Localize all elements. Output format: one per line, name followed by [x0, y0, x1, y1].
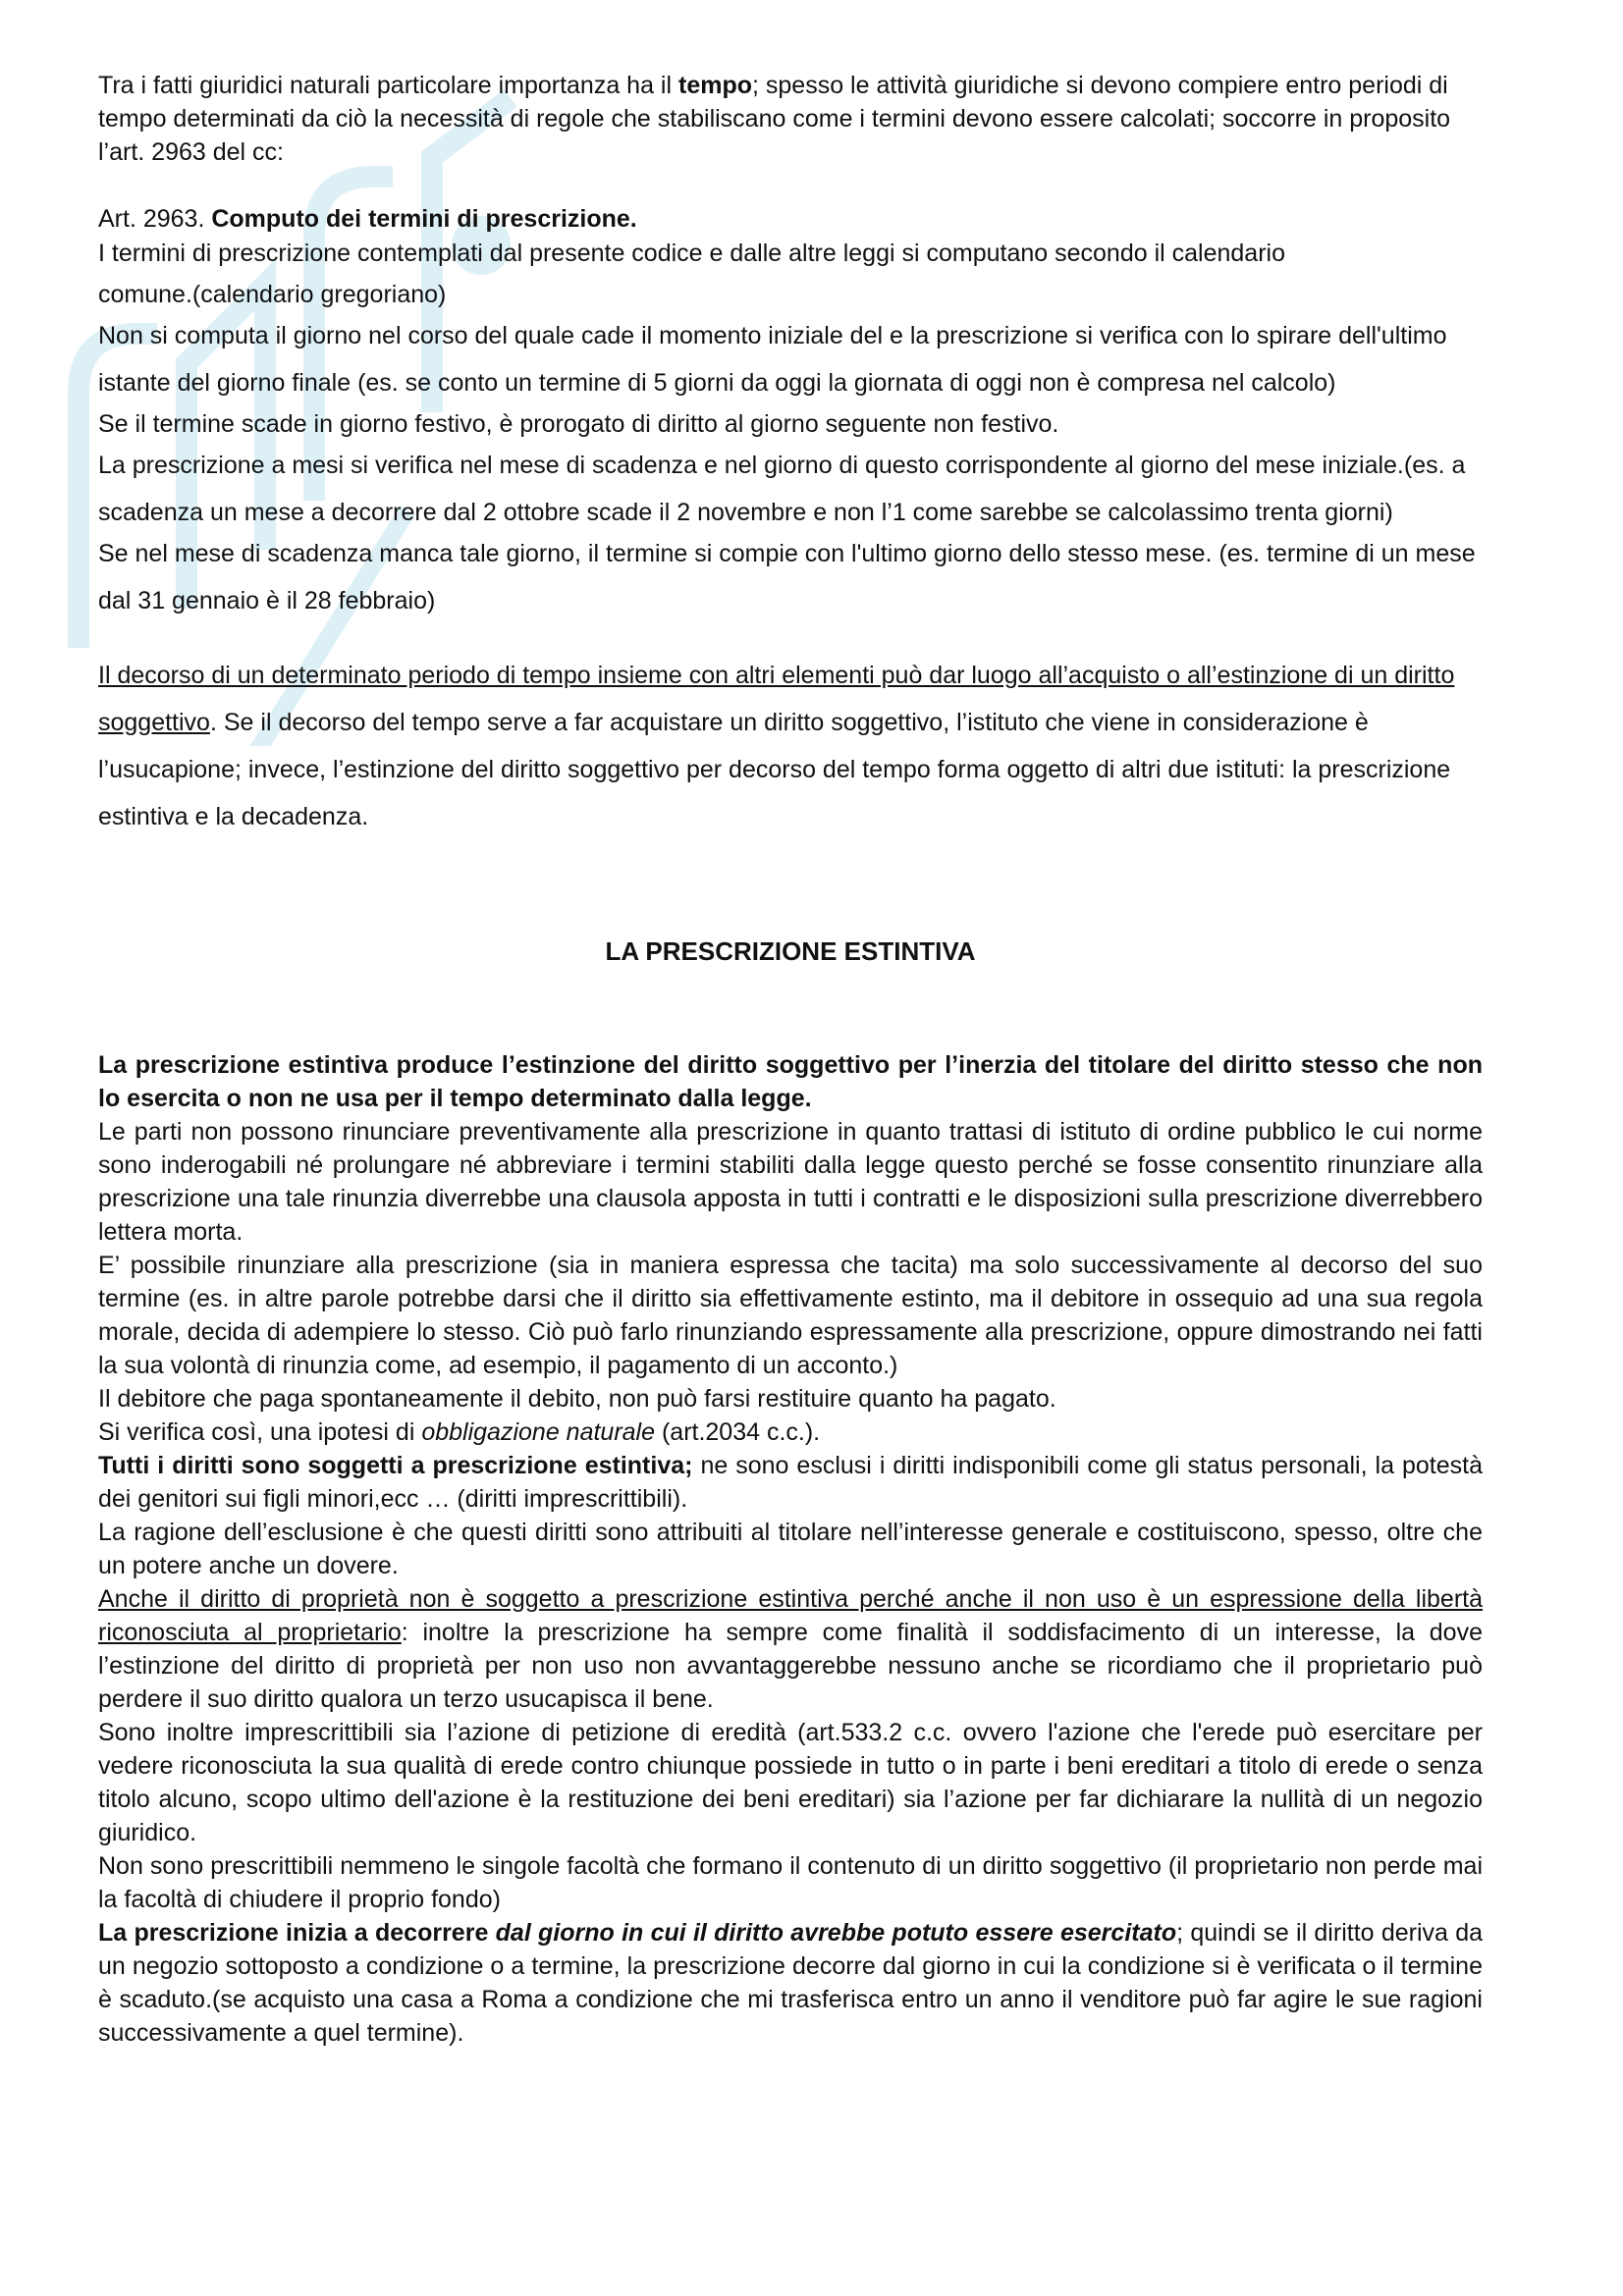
body-paragraph: La ragione dell’esclusione è che questi diritti sono attribuiti al titolare nell’interesse generale e costituiscono, spesso, oltre che un potere anche un dovere. [98, 1519, 1483, 1579]
body-paragraph: Anche il diritto di proprietà non è soggetto a prescrizione estintiva perché anche il non uso è un espressione della libertà riconosciuta al proprietario: inoltre la prescrizione ha sempre come finalità il soddisfacimento di un interesse, la dove l’estinzione del diritto di proprietà per non uso non avvantaggerebbe nessuno anche se ricordiamo che il proprietario può perdere il suo diritto qualora un terzo usucapisca il bene. [98, 1585, 1483, 1713]
body-paragraph: Si verifica così, una ipotesi di obbligazione naturale (art.2034 c.c.). [98, 1418, 821, 1446]
intro-paragraph [98, 69, 1483, 169]
article-line: comune.(calendario gregoriano) [98, 281, 447, 308]
article-line: I termini di prescrizione contemplati dal presente codice e dalle altre leggi si computano secondo il calendario [98, 240, 1285, 267]
article-line: La prescrizione a mesi si verifica nel mese di scadenza e nel giorno di questo corrispondente al giorno del mese iniziale.(es. a scadenza un mese a decorrere dal 2 ottobre scade il 2 novembre e non l’1 come sarebbe se calcolassimo trenta giorni) [98, 452, 1466, 526]
section-heading: LA PRESCRIZIONE ESTINTIVA [605, 936, 976, 966]
body-paragraph: La prescrizione inizia a decorrere dal giorno in cui il diritto avrebbe potuto essere esercitato; quindi se il diritto deriva da un negozio sottoposto a condizione o a termine, la prescrizione decorre dal giorno in cui la condizione si è verificata o il termine è scaduto.(se acquisto una casa a Roma a condizione che mi trasferisca entro un anno il venditore può far agire le sue ragioni successivamente a quel termine). [98, 1919, 1484, 2047]
prescrizione-section [98, 1048, 1483, 2050]
body-paragraph: E’ possibile rinunziare alla prescrizione (sia in maniera espressa che tacita) ma solo successivamente al decorso del suo termine (es. in altre parole potrebbe darsi che il diritto sia effettivamente estinto, ma il debitore in ossequio ad una sua regola morale, decida di adempiere lo stesso. Ciò può farlo rinunziando espressamente alla prescrizione, oppure dimostrando nei fatti la sua volontà di rinunzia come, ad esempio, il pagamento di un acconto.) [98, 1252, 1483, 1379]
article-section [98, 202, 1483, 624]
body-paragraph: Non sono prescrittibili nemmeno le singole facoltà che formano il contenuto di un diritto soggettivo (il proprietario non perde mai la facoltà di chiudere il proprio fondo) [98, 1852, 1483, 1913]
body-paragraph: Le parti non possono rinunciare preventivamente alla prescrizione in quanto trattasi di istituto di ordine pubblico le cui norme sono inderogabili né prolungare né abbreviare i termini stabiliti dalla legge questo perché se fosse consentito rinunziare alla prescrizione una tale rinunzia diverrebbe una clausola apposta in tutti i contratti e le disposizioni sulla prescrizione diverrebbero lettera morta. [98, 1118, 1483, 1246]
body-paragraph: Tutti i diritti sono soggetti a prescrizione estintiva; ne sono esclusi i diritti indisponibili come gli status personali, la potestà dei genitori sui figli minori,ecc … (diritti imprescrittibili). [98, 1452, 1483, 1513]
body-paragraph: Sono inoltre imprescrittibili sia l’azione di petizione di eredità (art.533.2 c.c. ovvero l'azione che l'erede può esercitare per vedere riconosciuta la sua qualità di erede contro chiunque possiede in tutto o in parte i beni ereditari a titolo di erede o senza titolo alcuno, scopo ultimo dell'azione è la restituzione dei beni ereditari) sia l’azione per far dichiarare la nullità di un negozio giuridico. [98, 1719, 1483, 1846]
article-line: Se il termine scade in giorno festivo, è prorogato di diritto al giorno seguente non festivo. [98, 410, 1059, 438]
intro-keyword: tempo [678, 72, 752, 99]
article-line: Se nel mese di scadenza manca tale giorno, il termine si compie con l'ultimo giorno dello stesso mese. (es. termine di un mese dal 31 gennaio è il 28 febbraio) [98, 540, 1476, 614]
intro-text-c: ; spesso le attività giuridiche si devono compiere entro periodi di tempo determinati da ciò la necessità di regole che stabiliscano come i termini devono essere calcolati; soccorre in proposito l’art. 2963 del cc: [98, 72, 1451, 166]
intro-text-a: Tra i fatti giuridici naturali particolare importanza ha il [98, 72, 678, 99]
decorso-paragraph [98, 652, 1483, 840]
article-title: Art. 2963. Computo dei termini di prescrizione. [98, 205, 637, 233]
decorso-rest: . Se il decorso del tempo serve a far acquistare un diritto soggettivo, l’istituto che viene in considerazione è l’usucapione; invece, l’estinzione del diritto soggettivo per decorso del tempo forma oggetto di altri due istituti: la prescrizione estintiva e la decadenza. [98, 709, 1451, 830]
decorso-underlined: Il decorso di un determinato periodo di tempo insieme con altri elementi può dar luogo all’acquisto o all’estinzione di un diritto soggettivo [98, 662, 1455, 736]
intro-section [98, 69, 1483, 169]
body-paragraph: Il debitore che paga spontaneamente il debito, non può farsi restituire quanto ha pagato. [98, 1385, 1056, 1413]
decorso-section [98, 652, 1483, 840]
article-line: Non si computa il giorno nel corso del quale cade il momento iniziale del e la prescrizione si verifica con lo spirare dell'ultimo istante del giorno finale (es. se conto un termine di 5 giorni da oggi la giornata di oggi non è compresa nel calcolo) [98, 322, 1447, 397]
document-page [98, 69, 1483, 2050]
lead-paragraph: La prescrizione estintiva produce l’estinzione del diritto soggettivo per l’inerzia del titolare del diritto stesso che non lo esercita o non ne usa per il tempo determinato dalla legge. [98, 1051, 1483, 1112]
